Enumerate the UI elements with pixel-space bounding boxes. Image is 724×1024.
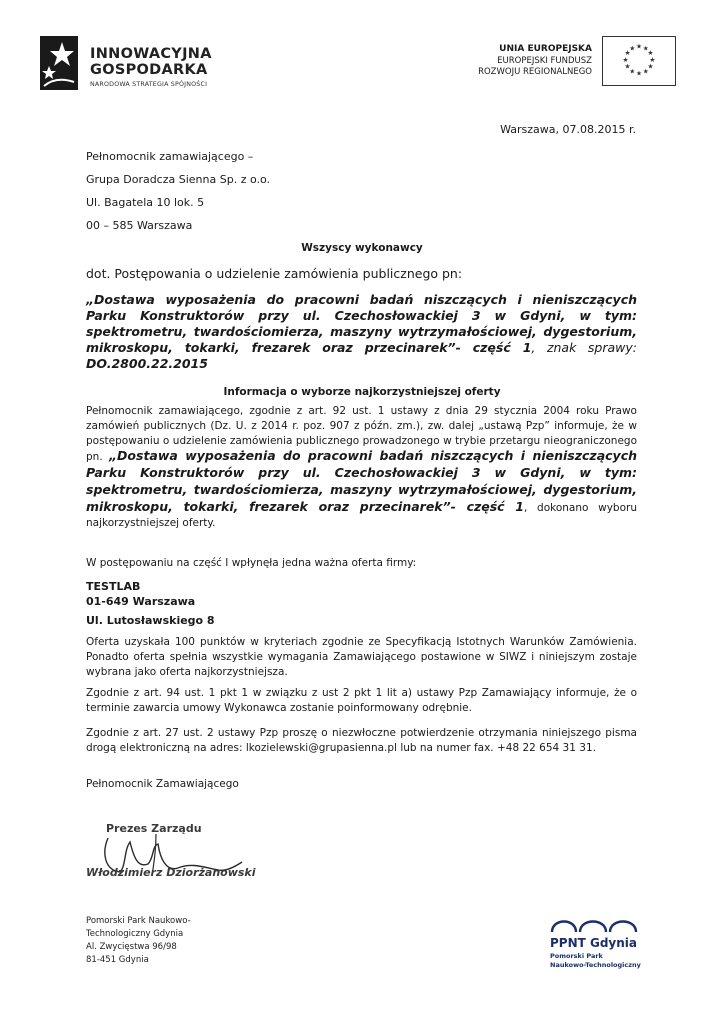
letter-date: Warszawa, 07.08.2015 r. (500, 123, 636, 136)
svg-text:★: ★ (635, 42, 643, 51)
svg-text:★: ★ (622, 55, 629, 64)
eu-logo-line3: ROZWOJU REGIONALNEGO (478, 67, 592, 77)
innowacyjna-star-icon (40, 36, 78, 90)
stamp-name: Włodzimierz Dziorżanowski (86, 866, 256, 879)
firm-street: Ul. Lutosławskiego 8 (86, 614, 215, 627)
eu-flag-icon (602, 36, 676, 86)
subject-block (86, 292, 637, 372)
paragraph-decision-intro: Pełnomocnik zamawiającego, zgodnie z art. 92 ust. 1 ustawy z dnia 29 stycznia 2004 roku Prawo zamówień publicznych (Dz. U. z 2014 r. poz. 907 z późn. zm.), zw. dalej „ustawą Pzp” informuje, że w postępowaniu o udzielenie zamówienia publicznego prowadzonego w trybie przetargu nieograniczonego pn. (86, 405, 637, 464)
ppnt-logo-sub1: Pomorski Park (550, 952, 603, 960)
paragraph-decision (86, 404, 637, 530)
subject-title: „Dostawa wyposażenia do pracowni badań niszczących i nieniszczących Parku Konstruktorów przy ul. Czechosłowackiej 3 w Gdyni, w tym: spektrometru, twardościomierza, maszyny wytrzymałościowej, dygestorium, mikroskopu, tokarki, frezarek oraz przecinarek”- część 1 (86, 292, 637, 355)
svg-text:★: ★ (624, 49, 631, 58)
innowacyjna-gospodarka-logo (40, 36, 240, 96)
paragraph-decision-title: „Dostawa wyposażenia do pracowni badań niszczących i nieniszczących Parku Konstruktorów przy ul. Czechosłowackiej 3 w Gdyni, w tym: spektrometru, twardościomierza, maszyny wytrzymałościowej, dygestorium, mikroskopu, tokarki, frezarek oraz przecinarek”- część 1 (86, 448, 637, 514)
svg-text:★: ★ (647, 49, 654, 58)
footer-address (86, 915, 191, 967)
ig-logo-line2: GOSPODARKA (90, 62, 208, 78)
sender-line: Grupa Doradcza Sienna Sp. z o.o. (86, 173, 271, 186)
sender-line: Ul. Bagatela 10 lok. 5 (86, 196, 205, 209)
paragraph-score: Oferta uzyskała 100 punktów w kryteriach zgodnie ze Specyfikacją Istotnych Warunków Zamówienia. Ponadto oferta spełnia wszystkie wymagania Zamawiającego postawione w SIWZ i niniejszym zostaje wybrana jako oferta najkorzystniejsza. (86, 636, 637, 678)
ig-logo-line1: INNOWACYJNA (90, 46, 212, 62)
sender-line: Pełnomocnik zamawiającego – (86, 150, 254, 163)
firm-name: TESTLAB (86, 580, 141, 593)
svg-text:★: ★ (624, 62, 631, 71)
firm-block (86, 579, 195, 609)
ppnt-logo (548, 912, 648, 974)
footer-address-line: Al. Zwycięstwa 96/98 (86, 942, 177, 952)
stamp-title: Prezes Zarządu (106, 822, 202, 835)
eu-logo-line2: EUROPEJSKI FUNDUSZ (497, 56, 592, 66)
paragraph-contract: Zgodnie z art. 94 ust. 1 pkt 1 w związku z ust 2 pkt 1 lit a) ustawy Pzp Zamawiający informuje, że o terminie zawarcia umowy Wykonawca zostanie poinformowany odrębnie. (86, 687, 637, 714)
svg-text:★: ★ (649, 55, 656, 64)
svg-text:★: ★ (629, 44, 636, 53)
paragraph-offers: W postępowaniu na część I wpłynęła jedna ważna oferta firmy: (86, 557, 417, 569)
svg-text:★: ★ (642, 67, 649, 76)
eu-logo-line1: UNIA EUROPEJSKA (499, 44, 592, 54)
case-label: , znak sprawy: (531, 340, 637, 355)
svg-text:★: ★ (642, 44, 649, 53)
subject-intro: dot. Postępowania o udzielenie zamówienia publicznego pn: (86, 266, 463, 281)
ppnt-arches-icon (550, 914, 638, 934)
svg-text:★: ★ (629, 67, 636, 76)
ppnt-logo-name: PPNT Gdynia (550, 936, 638, 950)
case-number: DO.2800.22.2015 (86, 356, 208, 371)
paragraph-confirmation: Zgodnie z art. 27 ust. 2 ustawy Pzp proszę o niezwłoczne potwierdzenie otrzymania niniejszego pisma drogą elektroniczną na adres: lkozielewski@grupasienna.pl lub na numer fax. +48 22 654 31 31. (86, 727, 637, 754)
sender-line: 00 – 585 Warszawa (86, 219, 193, 232)
paragraph-decision-outro: , dokonano wyboru najkorzystniejszej oferty. (86, 501, 637, 529)
signature-stamp (86, 814, 256, 890)
svg-text:★: ★ (635, 69, 643, 78)
firm-city: 01-649 Warszawa (86, 595, 196, 608)
section-title: Informacja o wyborze najkorzystniejszej oferty (223, 386, 501, 398)
eu-logo (470, 36, 676, 88)
footer-address-line: 81-451 Gdynia (86, 955, 149, 965)
signoff: Pełnomocnik Zamawiającego (86, 778, 239, 790)
ppnt-logo-sub2: Naukowo-Technologiczny (550, 961, 641, 969)
ig-logo-line3: NARODOWA STRATEGIA SPÓJNOŚCI (90, 81, 208, 88)
addressee: Wszyscy wykonawcy (301, 242, 423, 254)
footer-address-line: Technologiczny Gdynia (86, 929, 184, 939)
footer-address-line: Pomorski Park Naukowo- (86, 916, 191, 926)
svg-text:★: ★ (647, 62, 654, 71)
